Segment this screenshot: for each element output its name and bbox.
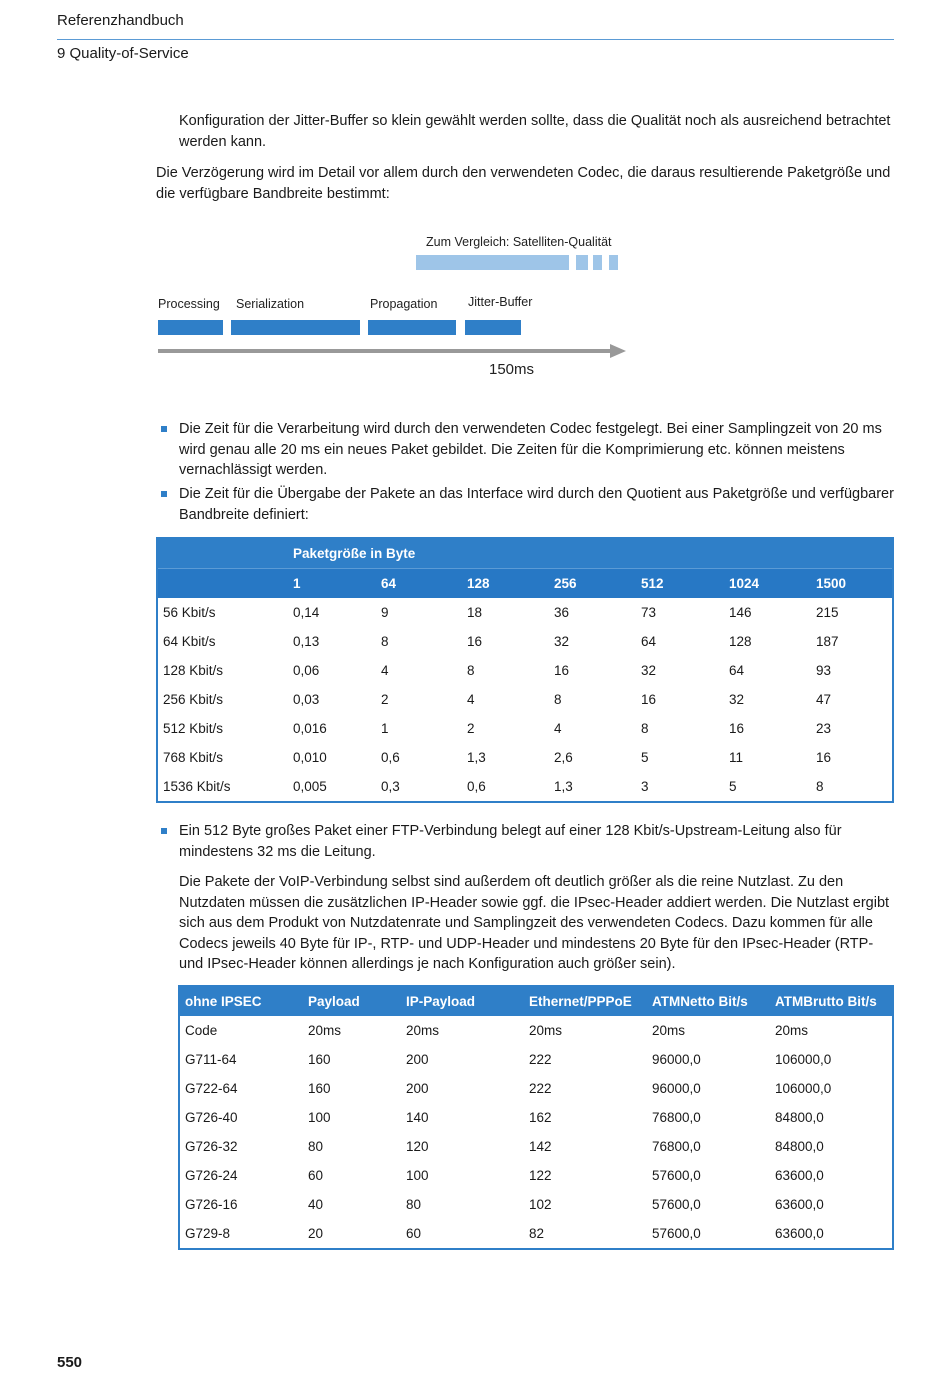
table-cell: 16 <box>554 663 570 678</box>
table-cell: 93 <box>816 663 832 678</box>
table-row <box>179 1132 893 1161</box>
table-cell: 106000,0 <box>775 1052 832 1067</box>
table-cell: 9 <box>381 605 389 620</box>
table-cell: 64 Kbit/s <box>163 634 216 649</box>
table-row <box>179 1074 893 1103</box>
bullet-text: Ein 512 Byte großes Paket einer FTP-Verbindung belegt auf einer 128 Kbit/s-Upstream-Leitung also für mindestens 32 ms die Leitung. <box>179 823 842 860</box>
table-cell: 57600,0 <box>652 1197 701 1212</box>
table-row <box>157 627 893 656</box>
table-cell: 142 <box>529 1139 552 1154</box>
table-header-cell <box>157 538 288 569</box>
table-cell: 1 <box>381 721 389 736</box>
table-cell: 4 <box>467 692 475 707</box>
table-cell: 18 <box>467 605 483 620</box>
table-cell: 160 <box>308 1052 331 1067</box>
table-cell: 63600,0 <box>775 1226 824 1241</box>
table-cell: 122 <box>529 1168 552 1183</box>
table-cell: 23 <box>816 721 832 736</box>
table-header-row <box>157 538 893 569</box>
bullet-ftp-example <box>179 821 894 862</box>
table-cell: 8 <box>381 634 389 649</box>
table-cell: 20ms <box>775 1023 809 1038</box>
table-row <box>157 656 893 685</box>
table-cell: 2 <box>381 692 389 707</box>
table-cell: 2 <box>467 721 475 736</box>
table-header-cell: 128 <box>462 569 549 599</box>
satellite-bar <box>416 255 569 270</box>
table-cell: 63600,0 <box>775 1197 824 1212</box>
table-row <box>179 1045 893 1074</box>
intro-paragraph: Konfiguration der Jitter-Buffer so klein gewählt werden sollte, dass die Qualität noch als ausreichend betrachtet werden kann. <box>179 113 891 150</box>
table-cell: 768 Kbit/s <box>163 750 224 765</box>
table-row <box>179 1161 893 1190</box>
bullet-text: Die Zeit für die Übergabe der Pakete an das Interface wird durch den Quotient aus Paketgröße und verfügbarer Bandbreite definiert: <box>179 486 894 523</box>
table-cell: 73 <box>641 605 657 620</box>
table-cell: 20ms <box>406 1023 440 1038</box>
table-cell: G726-32 <box>185 1139 238 1154</box>
table-header-row <box>179 986 893 1016</box>
table-cell: 215 <box>816 605 839 620</box>
propagation-bar <box>368 320 456 335</box>
satellite-bar-segment <box>576 255 588 270</box>
table-cell: 47 <box>816 692 832 707</box>
table-cell: 96000,0 <box>652 1052 701 1067</box>
table-row <box>179 1103 893 1132</box>
serialization-bar <box>231 320 360 335</box>
table-cell: 40 <box>308 1197 324 1212</box>
table-cell: 20ms <box>652 1023 686 1038</box>
table-header-cell: 256 <box>549 569 636 599</box>
table-cell: 5 <box>729 779 737 794</box>
table-cell: 2,6 <box>554 750 573 765</box>
bullet-processing <box>179 419 894 481</box>
table-cell: 200 <box>406 1052 429 1067</box>
page-number: 550 <box>57 1354 83 1371</box>
table-cell: 84800,0 <box>775 1139 824 1154</box>
table-header-cell: ohne IPSEC <box>179 986 303 1016</box>
jitter-buffer-label: Jitter-Buffer <box>468 295 533 309</box>
table-cell: 512 Kbit/s <box>163 721 224 736</box>
table-cell: 222 <box>529 1052 552 1067</box>
table-cell: 16 <box>467 634 483 649</box>
table-cell: 32 <box>641 663 657 678</box>
bullet-text: Die Zeit für die Verarbeitung wird durch den verwendeten Codec festgelegt. Bei einer Samplingzeit von 20 ms wird genau alle 20 ms ein neues Paket gebildet. Die Zeiten für die Komprimierung etc. können meistens vernachlässigt werden. <box>179 421 882 478</box>
bullet-marker <box>161 828 167 834</box>
table-cell: 60 <box>308 1168 324 1183</box>
table-row <box>157 743 893 772</box>
table-cell: 57600,0 <box>652 1168 701 1183</box>
table-cell: 200 <box>406 1081 429 1096</box>
table-header-cell: 1024 <box>724 569 811 599</box>
table-cell: 20ms <box>308 1023 342 1038</box>
bullet-marker <box>161 491 167 497</box>
table-cell: 0,13 <box>293 634 320 649</box>
bullet-serialization <box>179 484 894 525</box>
table-cell: 84800,0 <box>775 1110 824 1125</box>
table-header-cell: ATMNetto Bit/s <box>647 986 770 1016</box>
table-header-cell: 512 <box>636 569 724 599</box>
table-cell: 102 <box>529 1197 552 1212</box>
table-cell: 222 <box>529 1081 552 1096</box>
table-cell: 100 <box>406 1168 429 1183</box>
table-cell: G722-64 <box>185 1081 238 1096</box>
table-cell: G726-24 <box>185 1168 238 1183</box>
table-header-cell: 1 <box>288 569 376 599</box>
table-header-cell: 64 <box>376 569 462 599</box>
table-cell: 0,005 <box>293 779 327 794</box>
delay-diagram <box>150 228 650 388</box>
table-cell: 0,03 <box>293 692 320 707</box>
table-row <box>157 685 893 714</box>
table-cell: 1,3 <box>554 779 573 794</box>
table-cell: 100 <box>308 1110 331 1125</box>
table-cell: 160 <box>308 1081 331 1096</box>
table-cell: 82 <box>529 1226 545 1241</box>
table-row <box>179 1190 893 1219</box>
table-cell: 128 Kbit/s <box>163 663 224 678</box>
table-cell: 76800,0 <box>652 1139 701 1154</box>
serialization-label: Serialization <box>236 297 305 311</box>
table-cell: 76800,0 <box>652 1110 701 1125</box>
table-cell: G726-16 <box>185 1197 238 1212</box>
table-cell: 140 <box>406 1110 429 1125</box>
table-cell: 4 <box>554 721 562 736</box>
table-row <box>179 1219 893 1249</box>
table-cell: 0,3 <box>381 779 400 794</box>
table-cell: 16 <box>641 692 657 707</box>
table-cell: 32 <box>554 634 570 649</box>
table-cell: 16 <box>729 721 745 736</box>
voip-paragraph: Die Pakete der VoIP-Verbindung selbst sind außerdem oft deutlich größer als die reine Nutzlast. Zu den Nutzdaten müssen die zusätzlichen IP-Header sowie ggf. die IPsec-Header addiert werden. Die Nutzlast ergibt sich aus dem Produkt von Nutzdatenrate und Samplingzeit des verwendeten Codecs. Dazu kommen für alle Codecs jeweils 40 Byte für IP-, RTP- und UDP-Header und mindestens 20 Byte für den IPsec-Header (RTP- und IPsec-Header können allerdings je nach Konfiguration auch größer sein). <box>179 874 890 972</box>
satellite-label: Zum Vergleich: Satelliten-Qualität <box>426 235 612 249</box>
table-row <box>179 1016 893 1045</box>
table-header-cell: 1500 <box>811 569 893 599</box>
table-cell: 0,14 <box>293 605 320 620</box>
table-cell: 0,016 <box>293 721 327 736</box>
table-cell: 64 <box>641 634 657 649</box>
table-cell: 162 <box>529 1110 552 1125</box>
total-delay-label: 150ms <box>489 361 535 378</box>
table-header-cell: ATMBrutto Bit/s <box>770 986 893 1016</box>
table-row <box>157 772 893 802</box>
table-group-header: Paketgröße in Byte <box>288 538 893 569</box>
table-cell: 80 <box>406 1197 422 1212</box>
table-cell: 1536 Kbit/s <box>163 779 231 794</box>
table-cell: 256 Kbit/s <box>163 692 224 707</box>
bullet-marker <box>161 426 167 432</box>
table-cell: 3 <box>641 779 649 794</box>
table-cell: 5 <box>641 750 649 765</box>
propagation-label: Propagation <box>370 297 438 311</box>
table-cell: 20ms <box>529 1023 563 1038</box>
table-cell: G711-64 <box>185 1052 237 1067</box>
table-cell: 0,06 <box>293 663 320 678</box>
table-cell: G726-40 <box>185 1110 238 1125</box>
table-cell: 120 <box>406 1139 429 1154</box>
table-cell: 1,3 <box>467 750 486 765</box>
table-cell: 16 <box>816 750 832 765</box>
table-header-cell: IP-Payload <box>401 986 524 1016</box>
table-cell: 8 <box>554 692 562 707</box>
table-cell: 56 Kbit/s <box>163 605 216 620</box>
table-header-cell: Ethernet/PPPoE <box>524 986 647 1016</box>
table-cell: 4 <box>381 663 389 678</box>
running-header-title: Referenzhandbuch <box>57 12 184 29</box>
table-cell: 36 <box>554 605 570 620</box>
table-cell: 63600,0 <box>775 1168 824 1183</box>
table-cell: 8 <box>816 779 824 794</box>
table-cell: 96000,0 <box>652 1081 701 1096</box>
table-row <box>157 714 893 743</box>
table-cell: 187 <box>816 634 839 649</box>
satellite-bar-segment <box>609 255 618 270</box>
processing-bar <box>158 320 223 335</box>
table-header-cell: Payload <box>303 986 401 1016</box>
table-cell: 146 <box>729 605 752 620</box>
table-cell: 8 <box>641 721 649 736</box>
table-cell: 128 <box>729 634 752 649</box>
table-cell: 57600,0 <box>652 1226 701 1241</box>
satellite-bar-segment <box>593 255 602 270</box>
table-cell: 64 <box>729 663 745 678</box>
jitter-buffer-bar <box>465 320 521 335</box>
table-row <box>157 598 893 627</box>
table-header-cell <box>157 569 288 599</box>
table-cell: 106000,0 <box>775 1081 832 1096</box>
table-cell: G729-8 <box>185 1226 231 1241</box>
table-cell: 20 <box>308 1226 324 1241</box>
table-cell: 32 <box>729 692 745 707</box>
table-cell: 0,010 <box>293 750 327 765</box>
table-cell: 60 <box>406 1226 422 1241</box>
table-cell: 0,6 <box>381 750 400 765</box>
table-cell: 0,6 <box>467 779 486 794</box>
codec-bandwidth-table <box>178 985 894 1250</box>
processing-label: Processing <box>158 297 220 311</box>
timeline-arrow <box>150 342 650 362</box>
header-rule <box>57 39 894 40</box>
serialization-delay-table <box>156 537 894 803</box>
delay-paragraph: Die Verzögerung wird im Detail vor allem durch den verwendeten Codec, die daraus resultierende Paketgröße und die verfügbare Bandbreite bestimmt: <box>156 165 891 202</box>
table-header-row <box>157 569 893 599</box>
table-cell: Code <box>185 1023 218 1038</box>
table-cell: 8 <box>467 663 475 678</box>
table-cell: 11 <box>729 750 744 765</box>
running-header-chapter: 9 Quality-of-Service <box>57 45 189 62</box>
table-cell: 80 <box>308 1139 324 1154</box>
